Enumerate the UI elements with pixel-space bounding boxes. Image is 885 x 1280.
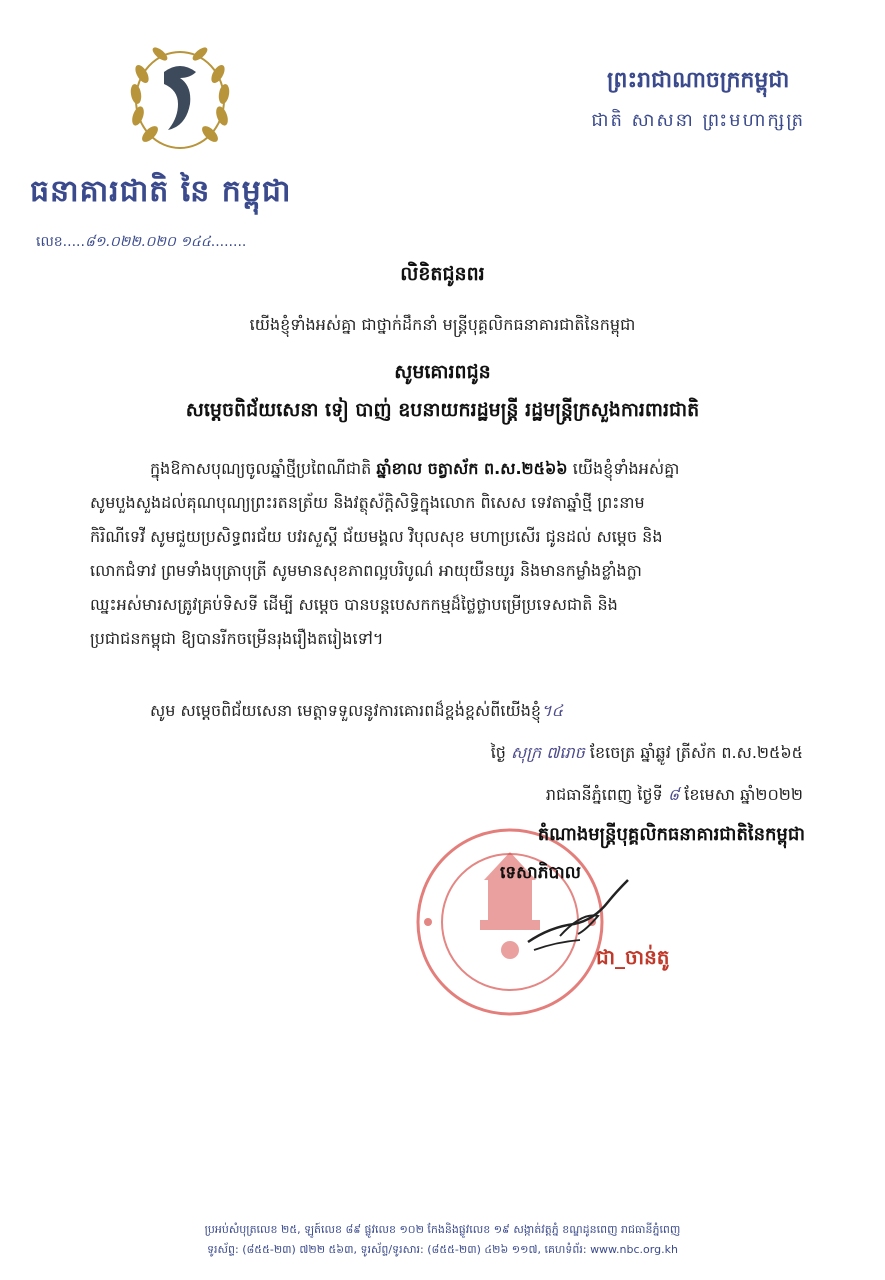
signatory-title: ទេសាភិបាល: [500, 863, 581, 883]
solar-date-prefix: រាជធានីភ្នំពេញ ថ្ងៃទី: [545, 785, 663, 804]
lunar-date-suffix: ខែចេត្រ ឆ្នាំឆ្លូវ ត្រីស័ក ព.ស.២៥៦៥: [589, 743, 803, 762]
body-first-line: [150, 452, 810, 486]
kingdom-heading: [591, 66, 805, 135]
reference-line: លេខ.....៨១.០២២.០២០ ១៤៤........: [36, 234, 247, 250]
lunar-date: [491, 742, 803, 766]
recipient-line: សម្ដេចពិជ័យសេនា ទៀ បាញ់ ឧបនាយករដ្ឋមន្ត្រី រដ្ឋមន្ត្រីក្រសួងការពារជាតិ: [185, 399, 700, 421]
respect-line: សូមគោរពជូន: [394, 361, 491, 383]
body-paragraph: [90, 486, 810, 656]
kingdom-line2: ជាតិ សាសនា ព្រះមហាក្សត្រ: [591, 110, 805, 131]
footer-line2: ទូរស័ព្ទ: (៨៥៥-២៣) ៧២២ ៥៦៣, ទូរស័ព្ទ/ទូរសារ: (៨៥៥-២៣) ៤២៦ ១១៧, គេហទំព័រ: www.nbc.org.kh: [207, 1243, 678, 1256]
signer-name: ជា_ចាន់តូ: [596, 945, 670, 969]
body-line: ឈ្នះអស់មារសត្រូវគ្រប់ទិសទី ដើម្បី សម្តេច បានបន្តបេសកកម្មដ៏ថ្លៃថ្លាបម្រើប្រទេសជាតិ និង: [90, 595, 618, 614]
body-line: លោកជំទាវ ព្រមទាំងបុត្រាបុត្រី សូមមានសុខភាពល្អបរិបូណ៌ អាយុយឺនយូរ និងមានកម្លាំងខ្លាំងក្លា: [90, 561, 642, 580]
nbc-emblem-icon: [120, 34, 240, 154]
reference-number: ៨១.០២២.០២០ ១៤៤: [84, 234, 211, 250]
body-line: ប្រជាជនកម្ពុជា ឱ្យបានរីកចម្រើនរុងរឿងតរៀងទៅ។: [90, 629, 384, 648]
solar-date-handwritten: ៨: [667, 785, 680, 804]
footer-line1: ប្រអប់សំបុត្រលេខ ២៥, ឡូត៍លេខ ៨៩ ផ្លូវលេខ ១០២ កែងនិងផ្លូវលេខ ១៩ សង្កាត់វត្តភ្នំ ខណ្ឌដូនពេញ រាជធានីភ្នំពេញ: [204, 1223, 681, 1236]
signatory-organization: តំណាងមន្ត្រីបុគ្គលិកធនាគារជាតិនៃកម្ពុជា: [537, 824, 805, 845]
reference-label: លេខ: [36, 234, 63, 250]
body-text-segment: ក្នុងឱកាសបុណ្យចូលឆ្នាំថ្មីប្រពៃណីជាតិ: [150, 459, 377, 478]
bank-name: ធនាគារជាតិ នៃ កម្ពុជា: [30, 174, 292, 209]
kingdom-line1: ព្រះរាជាណាចក្រកម្ពុជា: [607, 68, 790, 93]
letter-title: លិខិតជូនពរ: [400, 263, 485, 285]
lunar-date-prefix: ថ្ងៃ: [490, 743, 506, 762]
body-line: សូមបួងសួងដល់គុណបុណ្យព្រះរតនត្រ័យ និងវត្ថុស័ក្តិសិទ្ធិក្នុងលោក ពិសេស ទេវតាឆ្នាំថ្មី ព្រះនាម: [90, 493, 645, 512]
body-line: កិរិណីទេវី សូមជួយប្រសិទ្ធពរជ័យ បវរសួស្តី ជ័យមង្គល វិបុលសុខ មហាប្រសើរ ជូនដល់ សម្តេច និង: [90, 527, 663, 546]
year-name: ឆ្នាំខាល ចត្វាស័ក ព.ស.២៥៦៦: [376, 459, 568, 478]
letter-intro: យើងខ្ញុំទាំងអស់គ្នា ជាថ្នាក់ដឹកនាំ មន្ត្រីបុគ្គលិកធនាគារជាតិនៃកម្ពុជា: [249, 315, 636, 334]
lunar-date-handwritten: សុក្រ ៧រោច: [511, 743, 585, 762]
closing-handwritten: ។៤: [541, 701, 563, 720]
closing-text: សូម សម្តេចពិជ័យសេនា មេត្តាទទួលនូវការគោរពដ៏ខ្ពង់ខ្ពស់ពីយើងខ្ញុំ: [150, 701, 542, 720]
solar-date-suffix: ខែមេសា ឆ្នាំ២០២២: [684, 785, 803, 804]
solar-date: [546, 784, 803, 808]
body-text-segment: យើងខ្ញុំទាំងអស់គ្នា: [567, 459, 680, 478]
footer-address: [0, 1220, 885, 1260]
closing-line: [150, 700, 563, 724]
